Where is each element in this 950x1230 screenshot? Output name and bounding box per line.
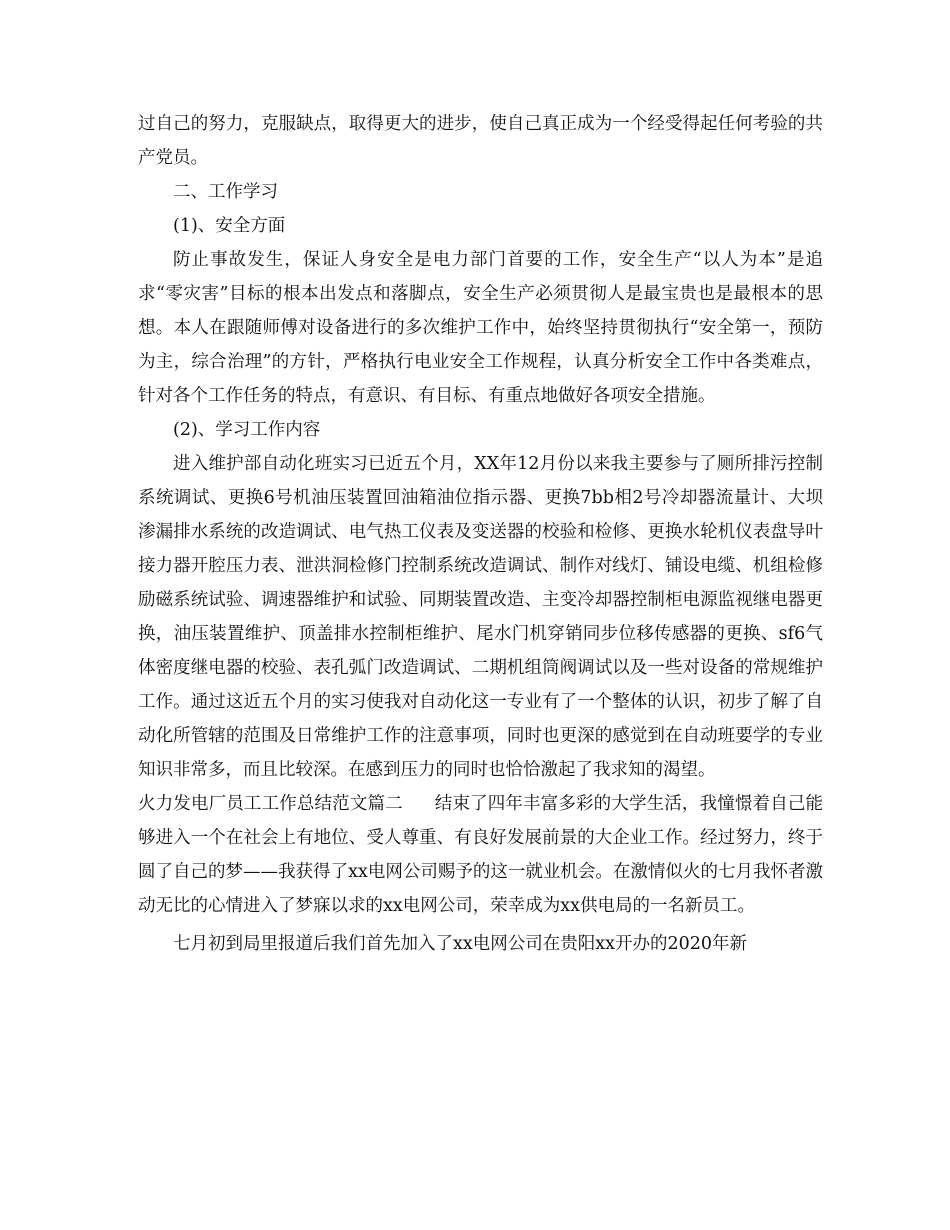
paragraph-report: 七月初到局里报道后我们首先加入了xx电网公司在贵阳xx开办的2020年新 [173,934,748,954]
subsection-heading-safety: (1)、安全方面 [173,216,286,236]
paragraph-study-content: 进入维护部自动化班实习已近五个月，XX年12月份以来我主要参与了厕所排污控制系统调试、更换6号机油压装置回油箱油位指示器、更换7bb相2号冷却器流量计、大坝渗漏排水系统的改造调试、电气热工仪表及变送器的校验和检修、更换水轮机仪表盘导叶接力器开腔压力表、泄洪洞检修门控制系统改造调试、制作对线灯、铺设电缆、机组检修励磁系统试验、调速器维护和试验、同期装置改造、主变冷却器控制柜电源监视继电器更换，油压装置维护、顶盖排水控制柜维护、尾水门机穿销同步位移传感器的更换、sf6气体密度继电器的校验、表孔弧门改造调试、二期机组筒阀调试以及一些对设备的常规维护工作。通过这近五个月的实习使我对自动化这一专业有了一个整体的认识，初步了解了自动化所管辖的范围及日常维护工作的注意事项，同时也更深的感觉到在自动班要学的专业知识非常多，而且比较深。在感到压力的同时也恰恰激起了我求知的渴望。 [138,454,823,780]
section-heading-work-study: 二、工作学习 [173,182,278,202]
paragraph-continuation: 过自己的努力，克服缺点，取得更大的进步，使自己真正成为一个经受得起任何考验的共产党员。 [138,114,823,168]
document-body [138,107,823,961]
subsection-heading-study-content: (2)、学习工作内容 [173,420,321,440]
article-title: 火力发电厂员工工作总结范文篇二 [138,794,403,814]
paragraph-article-two [138,787,823,923]
paragraph-safety: 防止事故发生，保证人身安全是电力部门首要的工作，安全生产“以人为本”是追求“零灾害”目标的根本出发点和落脚点，安全生产必须贯彻人是最宝贵也是最根本的思想。本人在跟随师傅对设备进行的多次维护工作中，始终坚持贯彻执行“安全第一，预防为主，综合治理”的方针，严格执行电业安全工作规程，认真分析安全工作中各类难点，针对各个工作任务的特点，有意识、有目标、有重点地做好各项安全措施。 [138,250,823,406]
article-two-text: 结束了四年丰富多彩的大学生活，我憧憬着自己能够进入一个在社会上有地位、受人尊重、有良好发展前景的大企业工作。经过努力，终于圆了自己的梦——我获得了xx电网公司赐予的这一就业机会。在激情似火的七月我怀者激动无比的心情进入了梦寐以求的xx电网公司，荣幸成为xx供电局的一名新员工。 [138,794,824,916]
